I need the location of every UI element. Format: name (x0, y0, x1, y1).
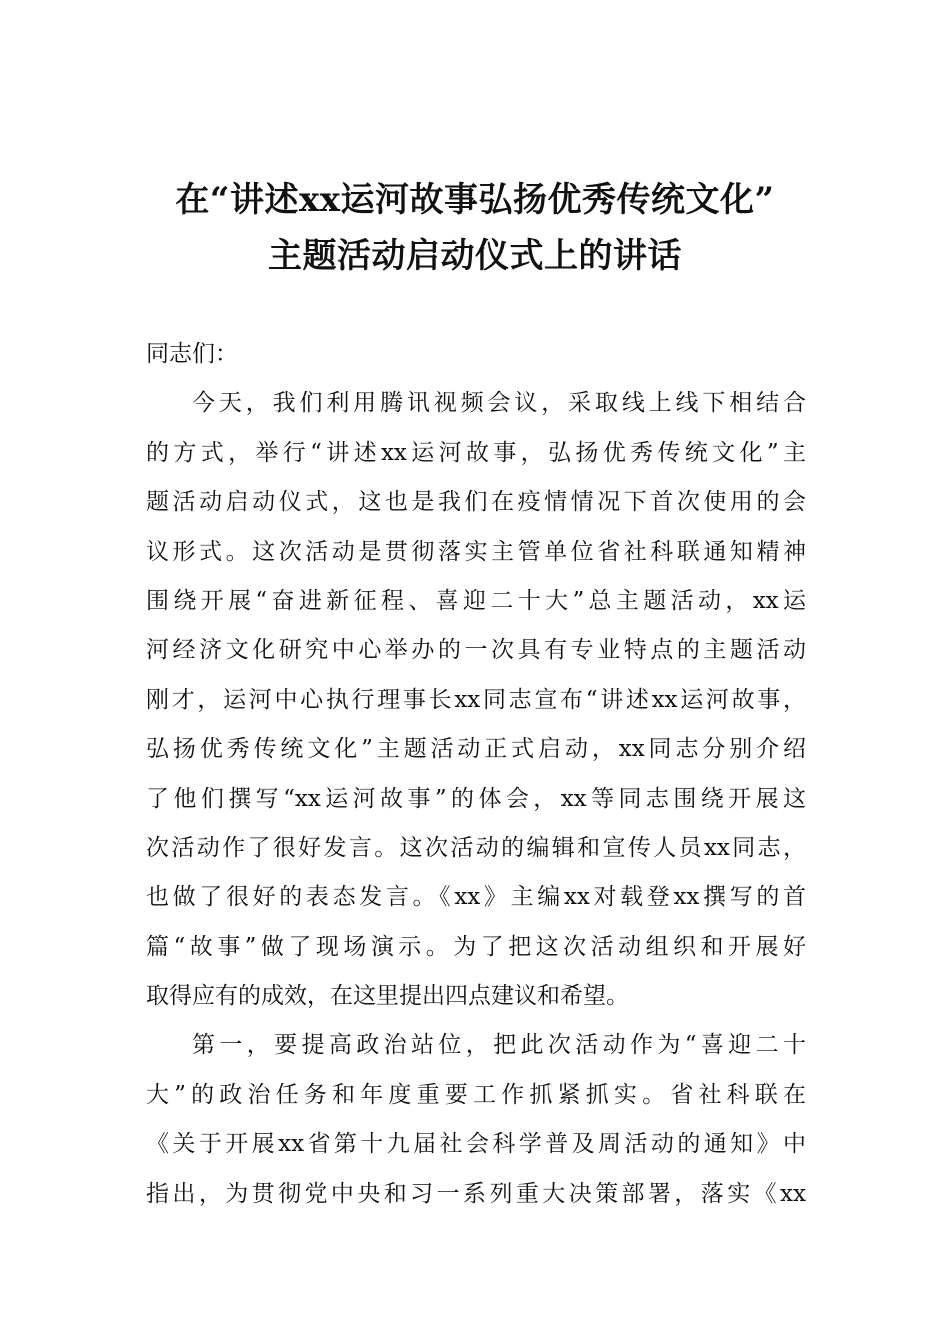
body-line: 弘扬优秀传统文化”主题活动正式启动，xx同志分别介绍 (146, 736, 806, 763)
body-line: 大”的政治任务和年度重要工作抓紧抓实。省社科联在 (146, 1081, 806, 1108)
body-line: 围绕开展“奋进新征程、喜迎二十大”总主题活动，xx运 (146, 587, 806, 614)
document-body (146, 330, 806, 1219)
body-line: 议形式。这次活动是贯彻落实主管单位省社科联通知精神 (146, 538, 806, 565)
body-line: 第一，要提高政治站位，把此次活动作为“喜迎二十 (192, 1032, 806, 1059)
body-line: 的方式，举行“讲述xx运河故事，弘扬优秀传统文化”主 (146, 439, 806, 466)
body-line: 今天，我们利用腾讯视频会议，采取线上线下相结合 (192, 390, 806, 417)
document-title (100, 172, 850, 284)
body-line: 次活动作了很好发言。这次活动的编辑和宣传人员xx同志， (146, 834, 806, 861)
body-line: 了他们撰写“xx运河故事”的体会，xx等同志围绕开展这 (146, 785, 806, 812)
body-line: 取得应有的成效，在这里提出四点建议和希望。 (146, 983, 629, 1010)
body-line: 也做了很好的表态发言。《xx》主编xx对载登xx撰写的首 (146, 884, 806, 911)
body-line: 刚才，运河中心执行理事长xx同志宣布“讲述xx运河故事， (146, 686, 806, 713)
body-lines (146, 379, 806, 1219)
title-line-1: 在“讲述xx运河故事弘扬优秀传统文化” (175, 180, 775, 220)
salutation: 同志们： (146, 341, 238, 367)
body-line: 题活动启动仪式，这也是我们在疫情情况下首次使用的会 (146, 489, 806, 516)
title-line-2: 主题活动启动仪式上的讲话 (268, 236, 682, 276)
body-line: 《关于开展xx省第十九届社会科学普及周活动的通知》中 (146, 1131, 806, 1158)
body-line: 指出，为贯彻党中央和习一系列重大决策部署，落实《xx (146, 1180, 806, 1207)
body-line: 篇“故事”做了现场演示。为了把这次活动组织和开展好 (146, 933, 806, 960)
body-line: 河经济文化研究中心举办的一次具有专业特点的主题活动 (146, 637, 806, 664)
